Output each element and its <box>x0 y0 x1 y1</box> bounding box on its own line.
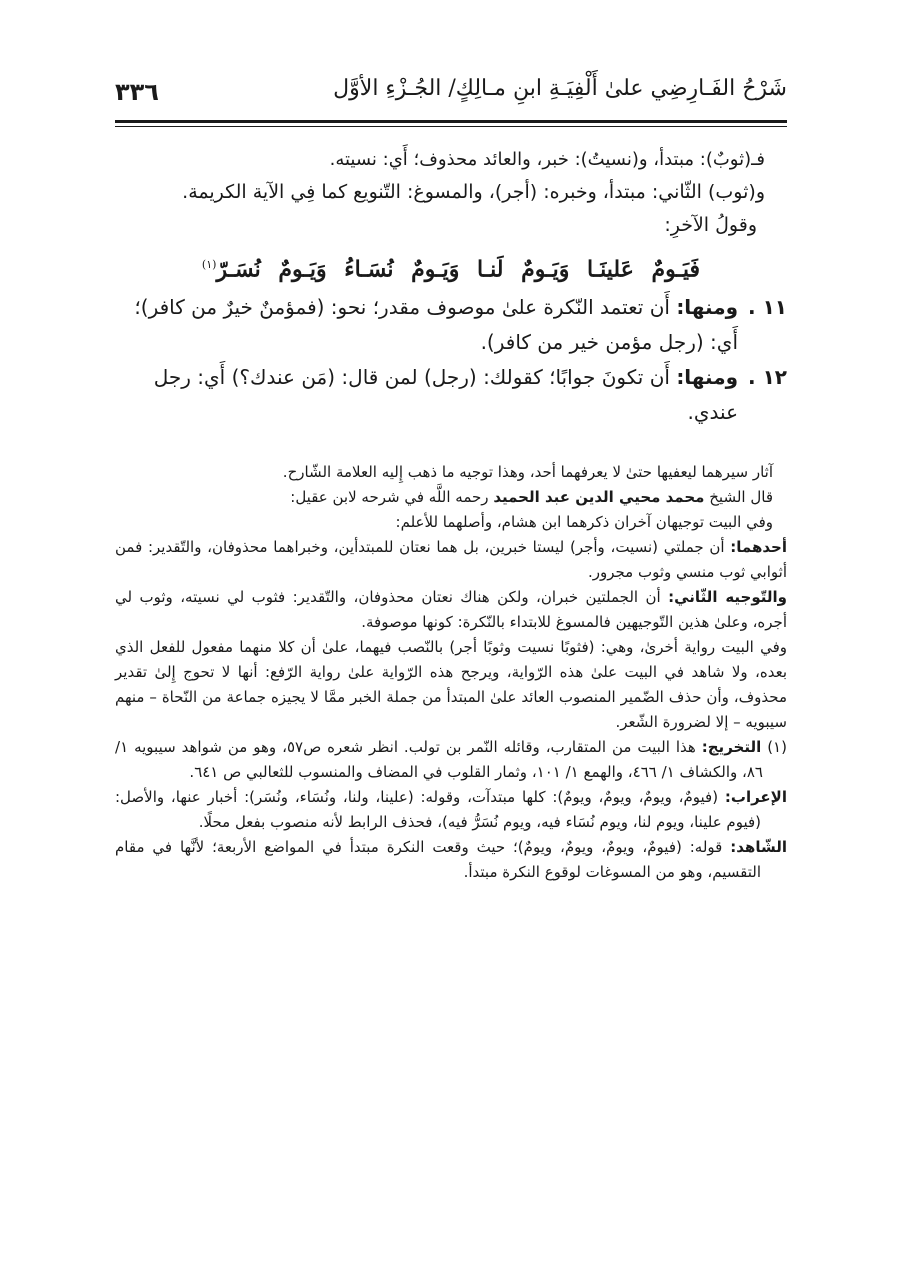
item-line-1: أَن تكونَ جوابًا؛ كقولك: (رجل) لمن قال: (مَن عندك؟) أَي: رجل <box>153 365 670 390</box>
footnote-line-4 <box>115 535 787 585</box>
paragraph-1: فـ(ثوبٌ): مبتدأ، و(نسيتُ): خبر، والعائد محذوف؛ أَي: نسيته. <box>329 149 765 170</box>
item-line-2: عندي. <box>687 400 739 425</box>
footnote-body: أن الجملتين خبران، ولكن هناك نعتان محذوفان، والتّقدير: فثوب لي نسيته، وثوب لي أجره، وعلىٰ هذين التّوجيهين فالمسوغ للابتداء بالنّكرة: كونها موصوفة. <box>115 588 787 632</box>
footnote-lead: الإعراب: <box>724 788 787 807</box>
footnote-lead: الشّاهد: <box>730 838 787 857</box>
item-number: ١١ . <box>748 295 787 320</box>
footnote-line-2 <box>115 485 787 510</box>
item-body <box>115 360 738 430</box>
main-text <box>115 143 787 430</box>
footnote-1 <box>115 735 787 785</box>
footnote-line-3: وفي البيت توجيهان آخران ذكرهما ابن هشام، وأصلهما للأعلم: <box>395 513 773 532</box>
item-line-2: أَي: (رجل مؤمن خير من كافر). <box>480 330 739 355</box>
item-lead: ومنها: <box>676 365 739 390</box>
footnote-lead: التخريج: <box>701 738 762 757</box>
footnote-suffix: رحمه اللَّه في شرحه لابن عقيل: <box>290 488 489 507</box>
paragraph-3: وقولُ الآخرِ: <box>664 214 757 236</box>
list-item-11 <box>115 290 787 360</box>
item-line-1: أَن تعتمد النّكرة علىٰ موصوف مقدر؛ نحو: (فمؤمنٌ خيرٌ من كافر)؛ <box>134 295 670 320</box>
footnote-irab <box>115 785 787 835</box>
page-header <box>115 72 787 116</box>
verse <box>115 248 787 286</box>
footnote-body: أن جملتي (نسيت، وأجر) ليستا خبرين، بل هما نعتان للمبتدأين، وخبراهما محذوفان، والتّقدير: فمن أثوابي ثوب منسي وثوب مجرور. <box>115 538 787 582</box>
list-item-12 <box>115 360 787 430</box>
footnotes <box>115 460 787 885</box>
verse-footnote-mark: (١) <box>201 258 217 271</box>
footnote-mark: (١) <box>767 738 787 757</box>
footnote-line-6: وفي البيت رواية أخرىٰ، وهي: (فثوبًا نسيت وثوبًا أجر) بالنّصب فيهما، علىٰ أن كلا منهما مفعول للفعل الذي بعده، ولا شاهد في البيت علىٰ هذه الرّواية، ويرجح هذه الرّواية علىٰ رواية الرّفع: أنها لا تحوج إِلىٰ تقدير محذوف، وأن حذف الضّمير المنصوب العائد علىٰ المبتدأ من جملة الخبر ممَّا لا يجيزه جماعة من النّحاة – منهم سيبويه – إلا لضرورة الشّعر. <box>115 638 787 732</box>
footnote-prefix: قال الشيخ <box>709 488 773 507</box>
item-number: ١٢ . <box>748 365 787 390</box>
footnote-body: قوله: (فيومٌ، ويومٌ، ويومٌ، ويومٌ)؛ حيث وقعت النكرة مبتدأ في المواضع الأربعة؛ لأنَّها في مقام التقسيم، وهو من المسوغات لوقوع النكرة مبتدأ. <box>115 838 761 882</box>
page-number: ٣٣٦ <box>115 78 159 106</box>
footnote-line-5 <box>115 585 787 635</box>
footnote-lead: أحدهما: <box>730 538 787 557</box>
paragraph-2: و(ثوب) الثّاني: مبتدأ، وخبره: (أجر)، والمسوغ: التّنويع كما فِي الآية الكريمة. <box>182 181 765 203</box>
footnote-shahid <box>115 835 787 885</box>
header-rule <box>115 120 787 123</box>
footnote-body: هذا البيت من المتقارب، وقائله النّمر بن تولب. انظر شعره ص٥٧، وهو من شواهد سيبويه ١/ ٨٦، والكشاف ١/ ٤٦٦، والهمع ١/ ١٠١، وثمار القلوب في المضاف والمنسوب للثعالبي ص ٦٤١. <box>115 738 763 782</box>
running-title: شَرْحُ الفَـارِضِي علىٰ أَلْفِيَـةِ ابنِ مـالِكٍ/ الجُـزْءِ الأوَّل <box>333 76 787 101</box>
item-body <box>115 290 738 360</box>
footnote-author-name: محمد محيي الدين عبد الحميد <box>493 488 705 507</box>
header-rule-thin <box>115 126 787 127</box>
footnote-line-1: آثار سيرهما ليعفيها حتىٰ لا يعرفهما أحد، وهذا توجيه ما ذهب إِليه العلامة الشّارح. <box>282 463 773 482</box>
page <box>115 72 787 1252</box>
item-lead: ومنها: <box>676 295 739 320</box>
verse-text: فَيَـومٌ عَلينَـا وَيَـومٌ لَنـا وَيَـومٌ نُسَـاءُ وَيَـومٌ نُسَـرّ <box>216 256 701 283</box>
footnote-lead: والتّوجيه الثّاني: <box>668 588 787 607</box>
footnote-body: (فيومٌ، ويومٌ، ويومٌ، ويومٌ): كلها مبتدآت، وقوله: (علينا، ولنا، ونُسَاء، ونُسَر): أخبار عنها، والأصل: (فيوم علينا، ويوم لنا، ويوم نُسَاء فيه، ويوم نُسَرُّ فيه)، فحذف الرابط لأنه منصوب بفعل محلًا. <box>115 788 761 832</box>
